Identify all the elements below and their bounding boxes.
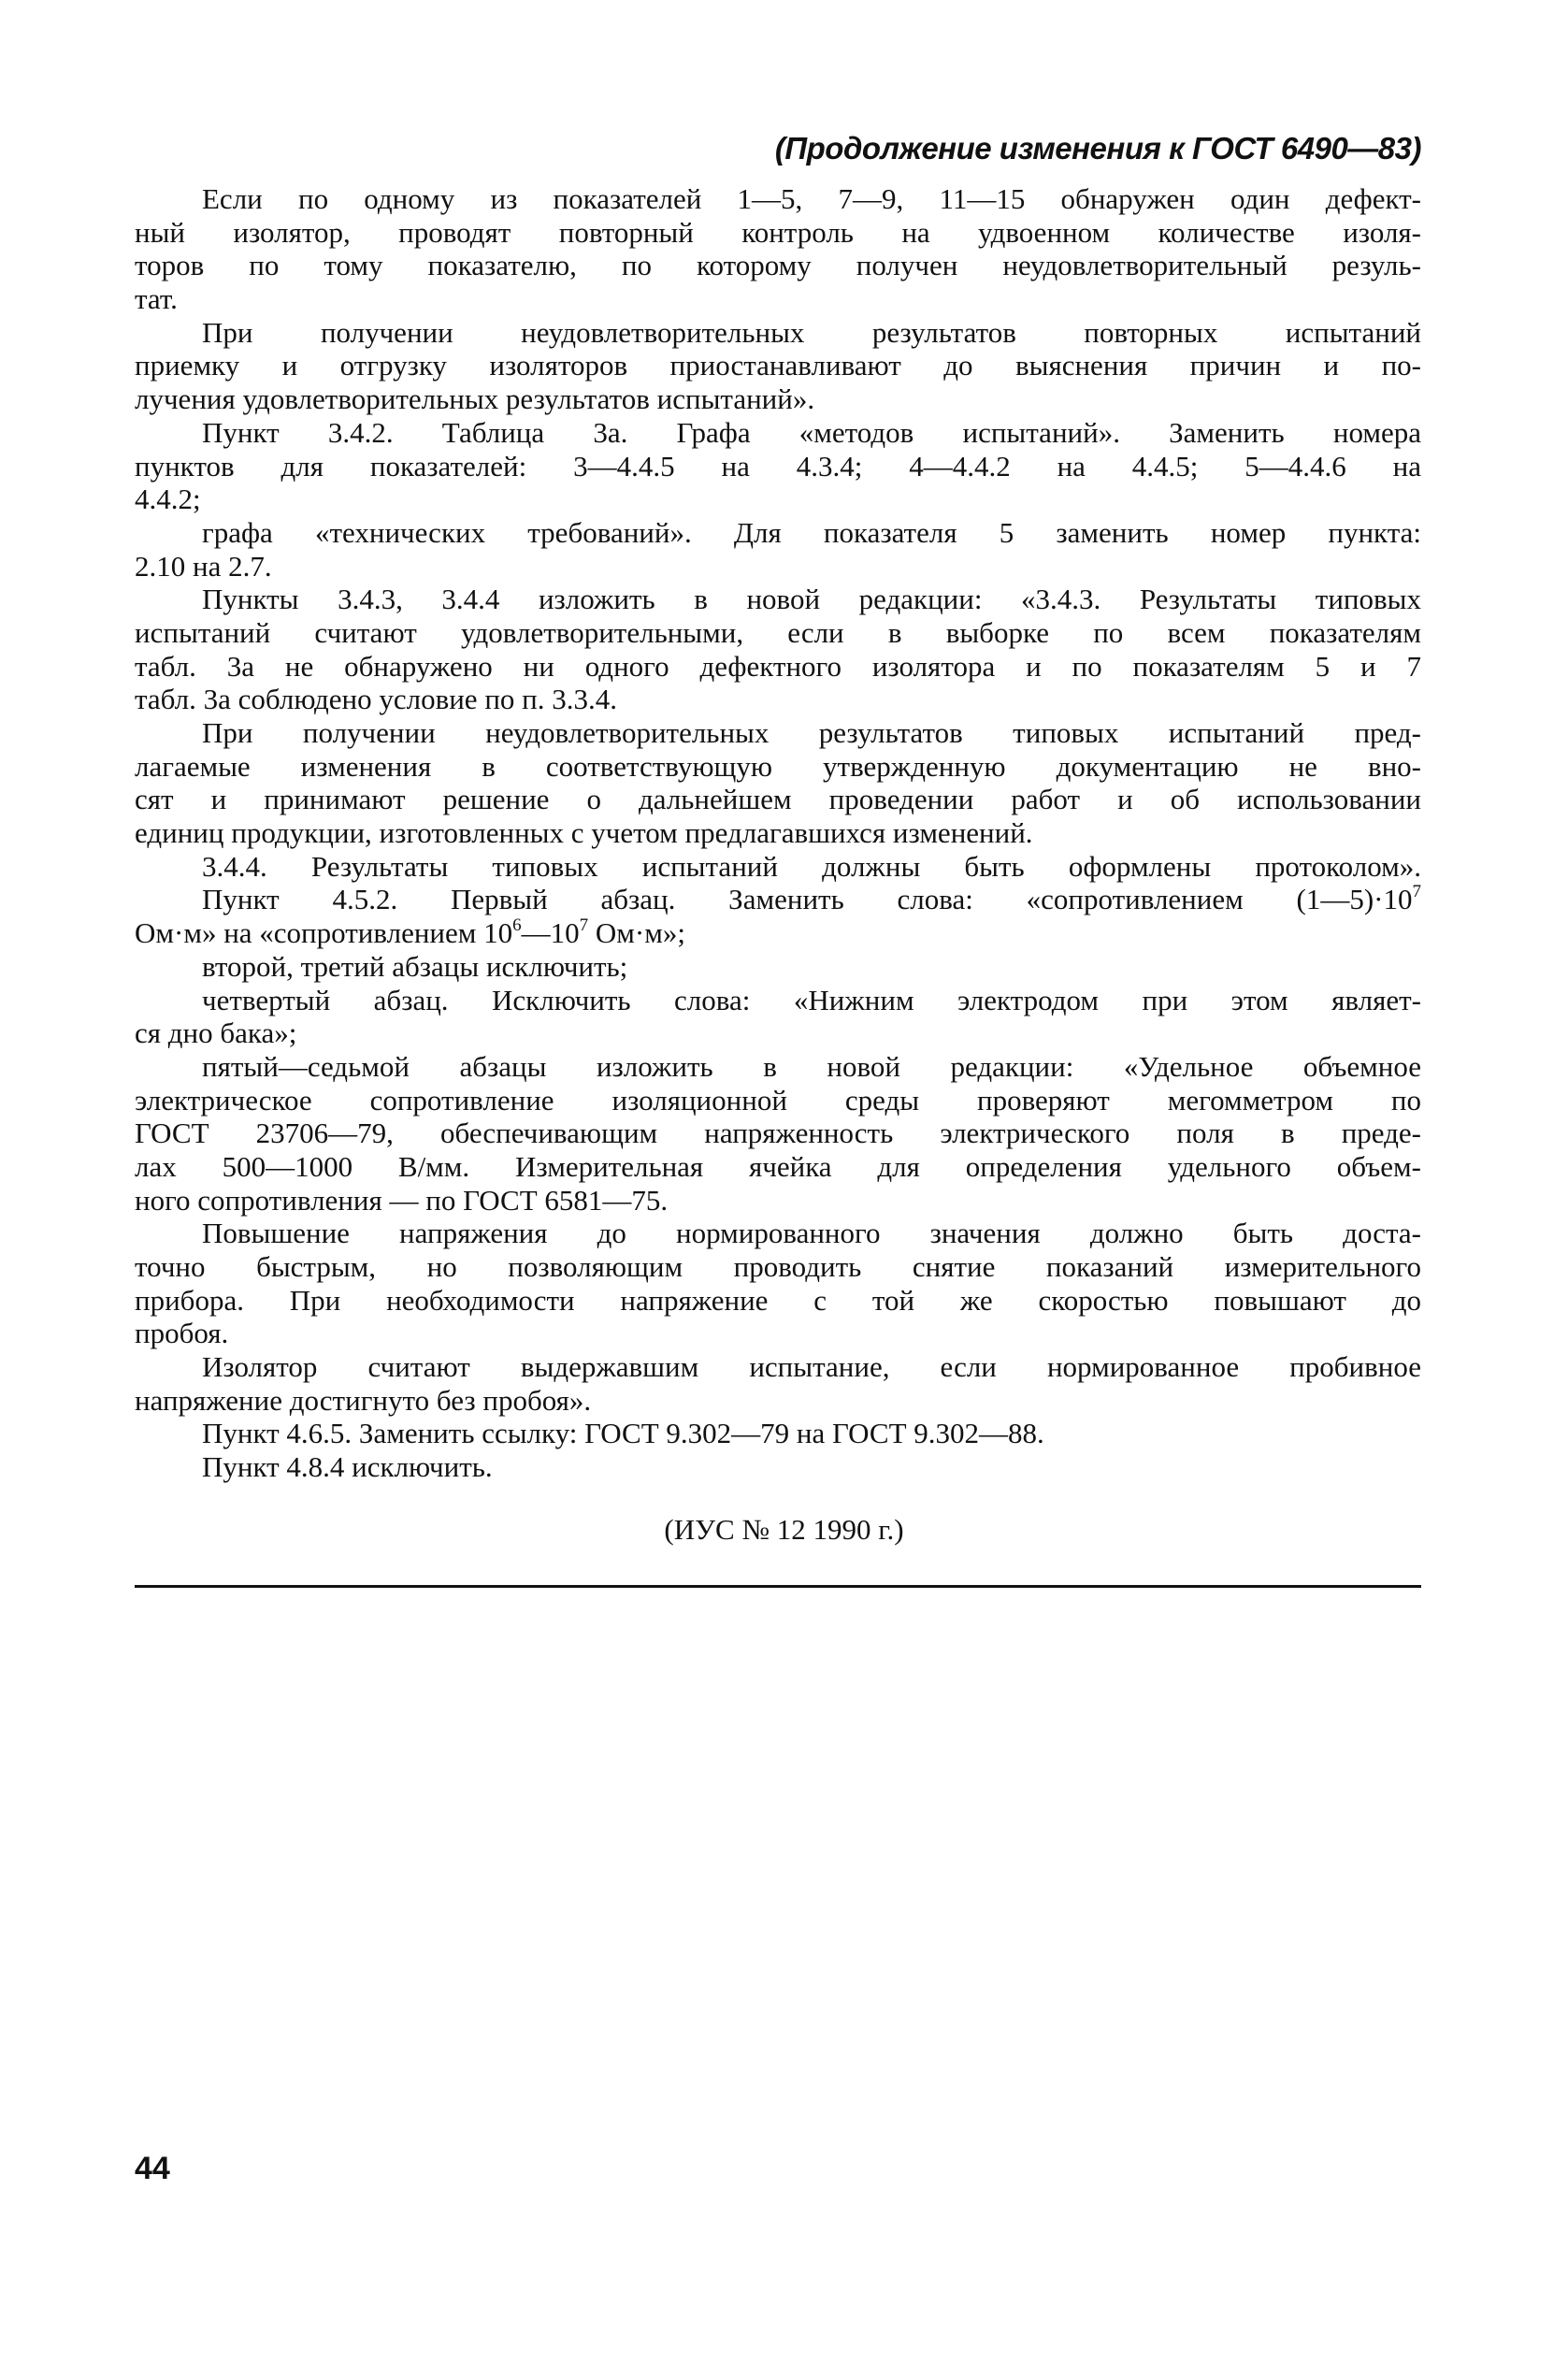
text-run: табл. 3а не обнаружено ни одного дефектного изолятора и по показателям 5 и 7 <box>135 649 1421 683</box>
text-line <box>135 816 1421 850</box>
text-run: приемку и отгрузку изоляторов приостанавливают до выяснения причин и по- <box>135 349 1421 382</box>
text-line <box>135 650 1421 684</box>
text-line <box>135 1250 1421 1284</box>
text-run: Пункт 4.8.4 исключить. <box>202 1450 493 1484</box>
text-line <box>135 1284 1421 1318</box>
text-line <box>135 416 1421 450</box>
text-line <box>135 1050 1421 1084</box>
text-run: лах 500—1000 В/мм. Измерительная ячейка для определения удельного объем- <box>135 1149 1421 1183</box>
running-header: (Продолжение изменения к ГОСТ 6490—83) <box>774 131 1421 166</box>
text-run: ного сопротивления — по ГОСТ 6581—75. <box>135 1183 669 1217</box>
text-line <box>135 1384 1421 1418</box>
text-line <box>135 916 1421 950</box>
text-run: единиц продукции, изготовленных с учетом предлагавшихся изменений. <box>135 816 1033 850</box>
text-line <box>135 950 1421 984</box>
text-run: пробоя. <box>135 1317 229 1350</box>
superscript: 7 <box>1412 882 1421 902</box>
text-run: При получении неудовлетворительных результатов повторных испытаний <box>202 315 1421 349</box>
text-run: электрическое сопротивление изоляционной среды проверяют мегомметром по <box>135 1083 1421 1117</box>
text-run: лагаемые изменения в соответствующую утвержденную документацию не вно- <box>135 749 1421 783</box>
text-line <box>135 984 1421 1017</box>
text-line <box>135 1117 1421 1150</box>
text-run: четвертый абзац. Исключить слова: «Нижним электродом при этом являет- <box>202 983 1421 1016</box>
text-run: второй, третий абзацы исключить; <box>202 949 628 983</box>
text-line <box>135 216 1421 250</box>
text-line <box>135 282 1421 316</box>
text-run: Пункты 3.4.3, 3.4.4 изложить в новой редакции: «3.4.3. Результаты типовых <box>202 583 1421 616</box>
text-run: ГОСТ 23706—79, обеспечивающим напряженность электрического поля в преде- <box>135 1117 1421 1150</box>
page-number: 44 <box>135 2151 170 2186</box>
text-run: Изолятор считают выдержавшим испытание, если нормированное пробивное <box>202 1350 1421 1384</box>
text-run: пунктов для показателей: 3—4.4.5 на 4.3.4; 4—4.4.2 на 4.4.5; 5—4.4.6 на <box>135 449 1421 483</box>
text-line <box>135 583 1421 616</box>
text-run: ный изолятор, проводят повторный контроль на удвоенном количестве изоля- <box>135 215 1421 249</box>
text-line <box>135 450 1421 483</box>
text-run: пятый—седьмой абзацы изложить в новой редакции: «Удельное объемное <box>202 1049 1421 1083</box>
text-line <box>135 182 1421 216</box>
superscript: 7 <box>579 915 589 936</box>
text-run: графа «технических требований». Для показателя 5 заменить номер пункта: <box>202 515 1421 549</box>
text-line <box>135 883 1421 916</box>
text-line <box>135 616 1421 650</box>
text-line <box>135 783 1421 816</box>
text-run: прибора. При необходимости напряжение с той же скоростью повышают до <box>135 1283 1421 1317</box>
text-line <box>135 382 1421 416</box>
superscript: 6 <box>512 915 522 936</box>
text-line <box>135 850 1421 884</box>
text-line <box>135 249 1421 282</box>
text-run: точно быстрым, но позволяющим проводить снятие показаний измерительного <box>135 1250 1421 1283</box>
text-line <box>135 716 1421 750</box>
text-line <box>135 750 1421 784</box>
text-line <box>135 1350 1421 1384</box>
text-run: напряжение достигнуто без пробоя». <box>135 1383 592 1417</box>
text-line <box>135 1450 1421 1484</box>
text-line <box>135 1150 1421 1184</box>
text-run: Пункт 4.5.2. Первый абзац. Заменить слова: «сопротивлением (1—5)·10 <box>202 883 1413 916</box>
text-run: лучения удовлетворительных результатов испытаний». <box>135 382 815 416</box>
text-line <box>135 316 1421 350</box>
text-run: Ом·м»; <box>588 916 685 950</box>
text-run: Пункт 4.6.5. Заменить ссылку: ГОСТ 9.302—79 на ГОСТ 9.302—88. <box>202 1417 1044 1450</box>
body-text <box>135 182 1421 1484</box>
text-line <box>135 1217 1421 1250</box>
text-run: Повышение напряжения до нормированного значения должно быть доста- <box>202 1217 1421 1250</box>
text-run: 4.4.2; <box>135 483 201 516</box>
text-run: табл. 3а соблюдено условие по п. 3.3.4. <box>135 683 617 716</box>
text-run: 2.10 на 2.7. <box>135 549 272 583</box>
text-run: 3.4.4. Результаты типовых испытаний должны быть оформлены протоколом». <box>202 849 1421 883</box>
text-run: тат. <box>135 282 178 316</box>
source-citation: (ИУС № 12 1990 г.) <box>664 1513 904 1546</box>
text-line <box>135 550 1421 584</box>
text-run: Если по одному из показателей 1—5, 7—9, 11—15 обнаружен один дефект- <box>202 182 1421 215</box>
text-line <box>135 516 1421 550</box>
text-line <box>135 683 1421 716</box>
text-run: сят и принимают решение о дальнейшем проведении работ и об использовании <box>135 783 1421 816</box>
text-run: При получении неудовлетворительных результатов типовых испытаний пред- <box>202 716 1421 749</box>
text-line <box>135 1417 1421 1450</box>
text-line <box>135 1184 1421 1218</box>
text-run: ся дно бака»; <box>135 1016 297 1050</box>
text-run: испытаний считают удовлетворительными, если в выборке по всем показателям <box>135 615 1421 649</box>
horizontal-rule <box>135 1585 1421 1588</box>
text-line <box>135 1016 1421 1050</box>
text-line <box>135 349 1421 382</box>
text-run: торов по тому показателю, по которому получен неудовлетворительный резуль- <box>135 249 1421 282</box>
text-line <box>135 483 1421 516</box>
text-run: Ом·м» на «сопротивлением 10 <box>135 916 513 950</box>
text-line <box>135 1084 1421 1117</box>
text-run: —10 <box>521 916 580 950</box>
text-line <box>135 1317 1421 1350</box>
text-run: Пункт 3.4.2. Таблица 3а. Графа «методов испытаний». Заменить номера <box>202 415 1421 449</box>
